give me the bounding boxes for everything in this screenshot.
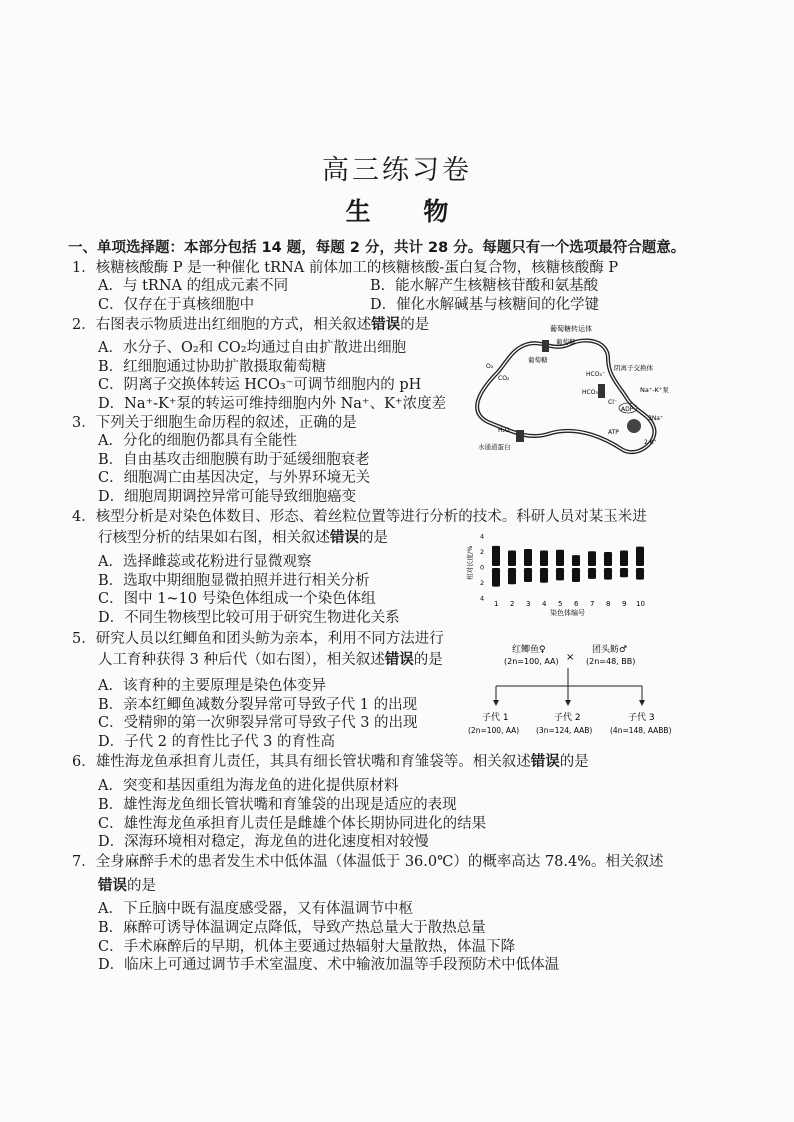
q7-option-b: B．麻醉可诱导体温调定点降低，导致产热总量大于散热总量 — [98, 920, 486, 936]
section-heading: 一、单项选择题：本部分包括 14 题，每题 2 分，共计 28 分。每题只有一个选项最符合题意。 — [68, 240, 686, 256]
x-tick-label: 8 — [606, 600, 611, 608]
chromosome-arm-upper — [572, 555, 580, 566]
q1-option-a: A．与 tRNA 的组成元素不同 — [98, 278, 289, 294]
x-tick-label: 5 — [558, 600, 563, 608]
chromosome-arm-upper — [492, 546, 500, 566]
q6-stem-text: 6．雄性海龙鱼承担育儿责任，其具有细长管状嘴和育雏袋等。相关叙述 — [72, 754, 531, 770]
label-co2: CO₂ — [498, 375, 510, 382]
q4-option-c: C．图中 1~10 号染色体组成一个染色体组 — [98, 591, 376, 607]
arrowhead-child3 — [639, 700, 645, 706]
q3-option-d: D．细胞周期调控异常可能导致细胞癌变 — [98, 489, 357, 505]
y-tick-label: 0 — [480, 563, 485, 572]
child2-genome: (3n=124, AAB) — [536, 726, 593, 735]
chromosome-arm-lower — [524, 568, 532, 582]
chromosome-arm-lower — [508, 568, 516, 584]
q6-option-b: B．雄性海龙鱼细长管状嘴和育雏袋的出现是适应的表现 — [98, 797, 457, 813]
q4-stem-end: 的是 — [359, 530, 388, 546]
label-glucose-outside: 葡萄糖 — [556, 338, 576, 346]
subject-title: 生 物 — [345, 197, 471, 226]
q6-option-d: D．深海环境相对稳定，海龙鱼的进化速度相对较慢 — [98, 834, 429, 850]
q7-stem-line2 — [98, 876, 156, 896]
q7-stem-line1: 7．全身麻醉手术的患者发生术中低体温（体温低于 36.0℃）的概率高达 78.4%。相关叙述 — [72, 854, 664, 870]
arrowhead-child2 — [565, 700, 571, 706]
parent1-genome: (2n=100, AA) — [504, 657, 559, 666]
label-na-k-pump: Na⁺-K⁺泵 — [640, 386, 669, 394]
q5-option-b: B．亲本红鲫鱼减数分裂异常可导致子代 1 的出现 — [98, 697, 418, 713]
chromosome-arm-upper — [620, 551, 628, 567]
chromosome-arm-lower — [620, 568, 628, 577]
q3-option-c: C．细胞凋亡由基因决定，与外界环境无关 — [98, 470, 371, 486]
parent2-genome: (2n=48, BB) — [586, 657, 636, 666]
q6-option-c: C．雄性海龙鱼承担育儿责任是雌雄个体长期协同进化的结果 — [98, 816, 487, 832]
chromosome-arm-upper — [588, 551, 596, 566]
q2-option-d: D．Na⁺-K⁺泵的转运可维持细胞内外 Na⁺、K⁺浓度差 — [98, 396, 447, 412]
x-tick-label: 4 — [542, 600, 547, 608]
q6-stem — [72, 752, 589, 772]
y-tick-label: 2 — [480, 579, 485, 587]
q6-stem-end: 的是 — [559, 754, 589, 770]
q7-option-c: C．手术麻醉后的早期，机体主要通过热辐射大量散热，体温下降 — [98, 939, 516, 955]
q1-option-b: B．能水解产生核糖核苷酸和氨基酸 — [370, 278, 599, 294]
q2-stem-emphasis: 错误 — [371, 317, 401, 333]
q5-option-a: A．该育种的主要原理是染色体变异 — [98, 678, 326, 694]
chromosome-arm-lower — [492, 568, 500, 587]
chromosome-arm-lower — [604, 568, 612, 580]
chromosome-arm-lower — [572, 568, 580, 582]
q4-option-a: A．选择雌蕊或花粉进行显微观察 — [98, 554, 312, 570]
x-tick-label: 3 — [526, 600, 531, 608]
parent2-label: 团头鲂♂ — [592, 645, 628, 655]
q1-option-c: C．仅存在于真核细胞中 — [98, 297, 255, 313]
label-o2: O₂ — [486, 363, 494, 370]
pump-protein — [627, 419, 641, 433]
x-tick-label: 7 — [590, 600, 595, 608]
cross-symbol: × — [566, 652, 575, 663]
chromosome-arm-upper — [540, 551, 548, 567]
q3-option-b: B．自由基攻击细胞膜有助于延缓细胞衰老 — [98, 452, 370, 468]
q7-stem-end: 的是 — [127, 878, 156, 894]
chromosome-arm-upper — [556, 550, 564, 566]
chromosome-arm-lower — [556, 568, 564, 580]
q2-stem-text: 2．右图表示物质进出红细胞的方式，相关叙述 — [72, 317, 372, 333]
label-aquaporin: 水通道蛋白 — [478, 443, 511, 451]
karyotype-chart — [462, 530, 662, 618]
q5-breeding-diagram — [468, 638, 684, 744]
q4-option-b: B．选取中期细胞显微拍照并进行相关分析 — [98, 573, 370, 589]
x-tick-label: 1 — [494, 600, 499, 608]
x-tick-label: 9 — [622, 600, 627, 608]
chromosome-arm-upper — [508, 551, 516, 567]
q6-stem-emphasis: 错误 — [530, 754, 560, 770]
q2-option-b: B．红细胞通过协助扩散摄取葡萄糖 — [98, 359, 327, 375]
q2-stem — [72, 315, 429, 335]
glucose-transporter-protein — [542, 340, 549, 352]
chart-ylabel: 相对长度/% — [466, 545, 474, 580]
label-adp: ADP — [621, 406, 634, 413]
x-tick-label: 10 — [636, 600, 645, 608]
q2-stem-end: 的是 — [400, 317, 430, 333]
label-3na: 3Na⁺ — [648, 415, 664, 422]
label-cl: Cl⁻ — [608, 399, 618, 406]
q5-stem-line1: 5．研究人员以红鲫鱼和团头鲂为亲本，利用不同方法进行 — [72, 631, 444, 647]
q5-stem-end: 的是 — [413, 652, 443, 668]
q3-stem: 3．下列关于细胞生命历程的叙述，正确的是 — [72, 415, 357, 431]
q5-option-d: D．子代 2 的育性比子代 3 的育性高 — [98, 734, 336, 750]
q4-stem-text: 行核型分析的结果如右图，相关叙述 — [98, 530, 330, 546]
q1-option-d: D．催化水解碱基与核糖间的化学键 — [370, 297, 600, 313]
cell-membrane — [477, 340, 654, 452]
label-2k: 2 K⁺ — [644, 439, 657, 446]
q6-option-a: A．突变和基因重组为海龙鱼的进化提供原材料 — [98, 778, 399, 794]
page-title: 高三练习卷 — [322, 155, 472, 186]
q7-option-a: A．下丘脑中既有温度感受器，又有体温调节中枢 — [98, 901, 413, 917]
chart-xlabel: 染色体编号 — [550, 609, 585, 617]
q4-option-d: D．不同生物核型比较可用于研究生物进化关系 — [98, 610, 400, 626]
x-tick-label: 6 — [574, 600, 579, 608]
q1-stem: 1．核糖核酸酶 P 是一种催化 tRNA 前体加工的核糖核酸-蛋白复合物，核糖核酸酶 P — [72, 260, 619, 276]
q7-stem-emphasis: 错误 — [98, 878, 127, 894]
q5-stem-text: 人工育种获得 3 种后代（如右图），相关叙述 — [98, 652, 385, 668]
chromosome-arm-upper — [604, 552, 612, 566]
child2-label: 子代 2 — [554, 713, 581, 723]
arrowhead-child1 — [493, 700, 499, 706]
label-glucose-inside: 葡萄糖 — [528, 356, 548, 364]
parent1-label: 红鲫鱼♀ — [512, 645, 546, 655]
child3-label: 子代 3 — [628, 713, 655, 723]
y-tick-label: 4 — [480, 532, 485, 541]
chromosome-arm-lower — [636, 568, 644, 580]
label-glucose-transporter: 葡萄糖转运体 — [550, 325, 592, 333]
q4-stem-emphasis: 错误 — [330, 530, 359, 546]
x-tick-label: 2 — [510, 600, 515, 608]
child1-genome: (2n=100, AA) — [468, 726, 520, 735]
chromosome-arm-upper — [636, 547, 644, 566]
q4-stem-line1: 4．核型分析是对染色体数目、形态、着丝粒位置等进行分析的技术。科研人员对某玉米进 — [72, 509, 647, 525]
label-atp: ATP — [608, 429, 619, 436]
chromosome-arm-lower — [588, 568, 596, 579]
label-hco3-out: HCO₃⁻ — [586, 371, 605, 378]
child1-label: 子代 1 — [482, 713, 509, 723]
q5-stem-line2 — [98, 650, 443, 670]
aquaporin-protein — [516, 430, 524, 442]
child3-genome: (4n=148, AABB) — [610, 726, 672, 735]
q2-option-a: A．水分子、O₂和 CO₂均通过自由扩散进出细胞 — [98, 340, 407, 356]
y-tick-label: 2 — [480, 548, 485, 556]
chromosome-arm-upper — [524, 549, 532, 566]
q2-cell-figure — [458, 322, 674, 464]
y-tick-label: 4 — [480, 594, 485, 603]
q3-option-a: A．分化的细胞仍都具有全能性 — [98, 433, 297, 449]
q5-option-c: C．受精卵的第一次卵裂异常可导致子代 3 的出现 — [98, 715, 418, 731]
chromosome-arm-lower — [540, 568, 548, 583]
q5-stem-emphasis: 错误 — [384, 652, 414, 668]
label-h2o: H₂O — [498, 427, 510, 434]
q4-stem-line2 — [98, 528, 388, 548]
label-anion-exchanger: 阴离子交换体 — [614, 364, 653, 372]
q2-option-c: C．阴离子交换体转运 HCO₃⁻可调节细胞内的 pH — [98, 377, 422, 393]
q7-option-d: D．临床上可通过调节手术室温度、术中输液加温等手段预防术中低体温 — [98, 957, 560, 973]
label-hco3-in: HCO₃⁻ — [582, 389, 601, 396]
